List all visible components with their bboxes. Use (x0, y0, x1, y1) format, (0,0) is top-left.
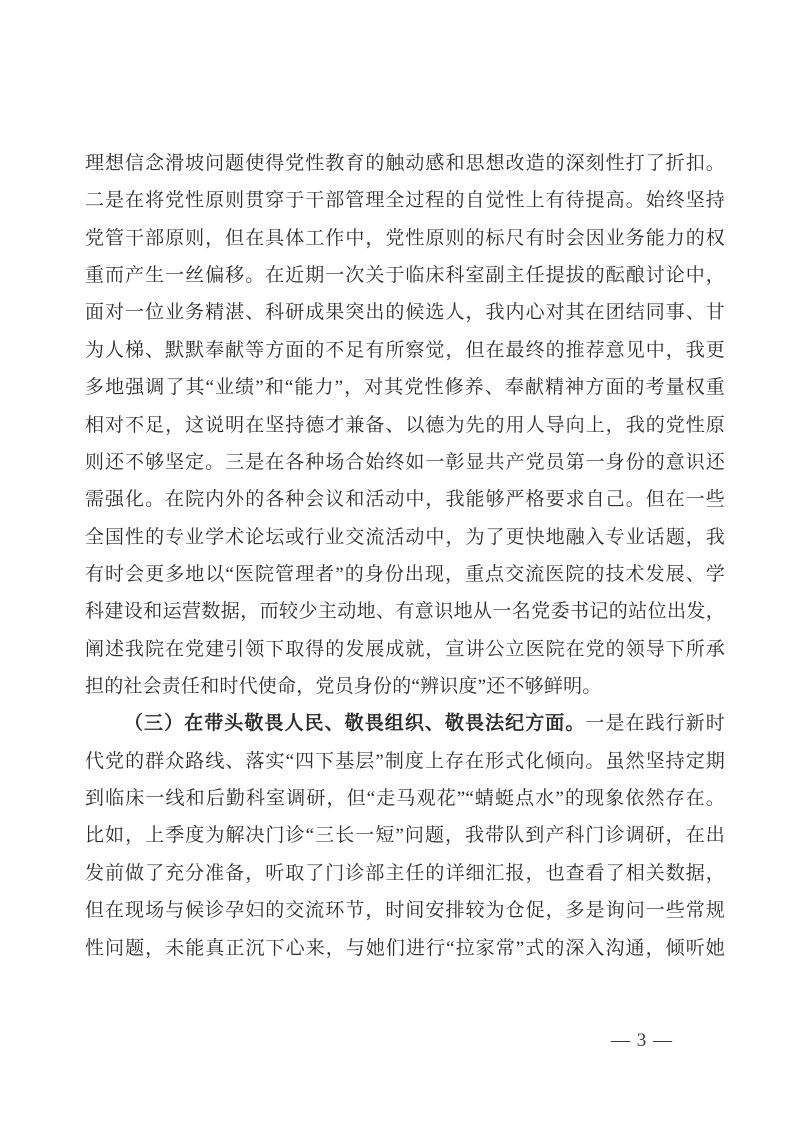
text-line: 需强化。在院内外的各种会议和活动中，我能够严格要求自己。但在一些 (85, 489, 725, 511)
text-line: 二是在将党性原则贯穿于干部管理全过程的自觉性上有待提高。始终坚持 (85, 190, 725, 212)
text-run: 一是在践行新时 (585, 713, 725, 735)
text-line: 面对一位业务精湛、科研成果突出的候选人，我内心对其在团结同事、甘 (85, 302, 725, 324)
text-line: 到临床一线和后勤科室调研，但“走马观花”“蜻蜓点水”的现象依然存在。 (85, 788, 725, 810)
text-line: 全国性的专业学术论坛或行业交流活动中，为了更快地融入专业话题，我 (85, 526, 725, 548)
document-body (85, 145, 725, 967)
text-line: 党管干部原则，但在具体工作中，党性原则的标尺有时会因业务能力的权 (85, 227, 725, 249)
text-line: 重而产生一丝偏移。在近期一次关于临床科室副主任提拔的酝酿讨论中， (85, 265, 725, 287)
page-number: — 3 — (611, 1030, 673, 1051)
text-line: 发前做了充分准备，听取了门诊部主任的详细汇报，也查看了相关数据， (85, 862, 725, 884)
text-line: 代党的群众路线、落实“四下基层”制度上存在形式化倾向。虽然坚持定期 (85, 750, 725, 772)
text-line: 理想信念滑坡问题使得党性教育的触动感和思想改造的深刻性打了折扣。 (85, 153, 725, 174)
text-line: 多地强调了其“业绩”和“能力”，对其党性修养、奉献精神方面的考量权重 (85, 377, 725, 399)
text-line (85, 705, 725, 742)
text-line: 有时会更多地以“医院管理者”的身份出现，重点交流医院的技术发展、学 (85, 563, 725, 585)
page-footer (611, 1030, 673, 1052)
text-line: 比如，上季度为解决门诊“三长一短”问题，我带队到产科门诊调研，在出 (85, 825, 725, 847)
text-line: 科建设和运营数据，而较少主动地、有意识地从一名党委书记的站位出发， (85, 601, 725, 623)
text-line: 为人梯、默默奉献等方面的不足有所察觉，但在最终的推荐意见中，我更 (85, 339, 725, 361)
text-line: 阐述我院在党建引领下取得的发展成就，宣讲公立医院在党的领导下所承 (85, 638, 725, 660)
section-heading: （三）在带头敬畏人民、敬畏组织、敬畏法纪方面。 (124, 713, 586, 735)
text-line: 相对不足，这说明在坚持德才兼备、以德为先的用人导向上，我的党性原 (85, 414, 725, 436)
text-line: 但在现场与候诊孕妇的交流环节，时间安排较为仓促，多是询问一些常规 (85, 900, 725, 922)
text-line: 性问题，未能真正沉下心来，与她们进行“拉家常”式的深入沟通，倾听她 (85, 937, 725, 959)
text-line: 担的社会责任和时代使命，党员身份的“辨识度”还不够鲜明。 (85, 676, 602, 698)
text-line: 则还不够坚定。三是在各种场合始终如一彰显共产党员第一身份的意识还 (85, 451, 725, 473)
